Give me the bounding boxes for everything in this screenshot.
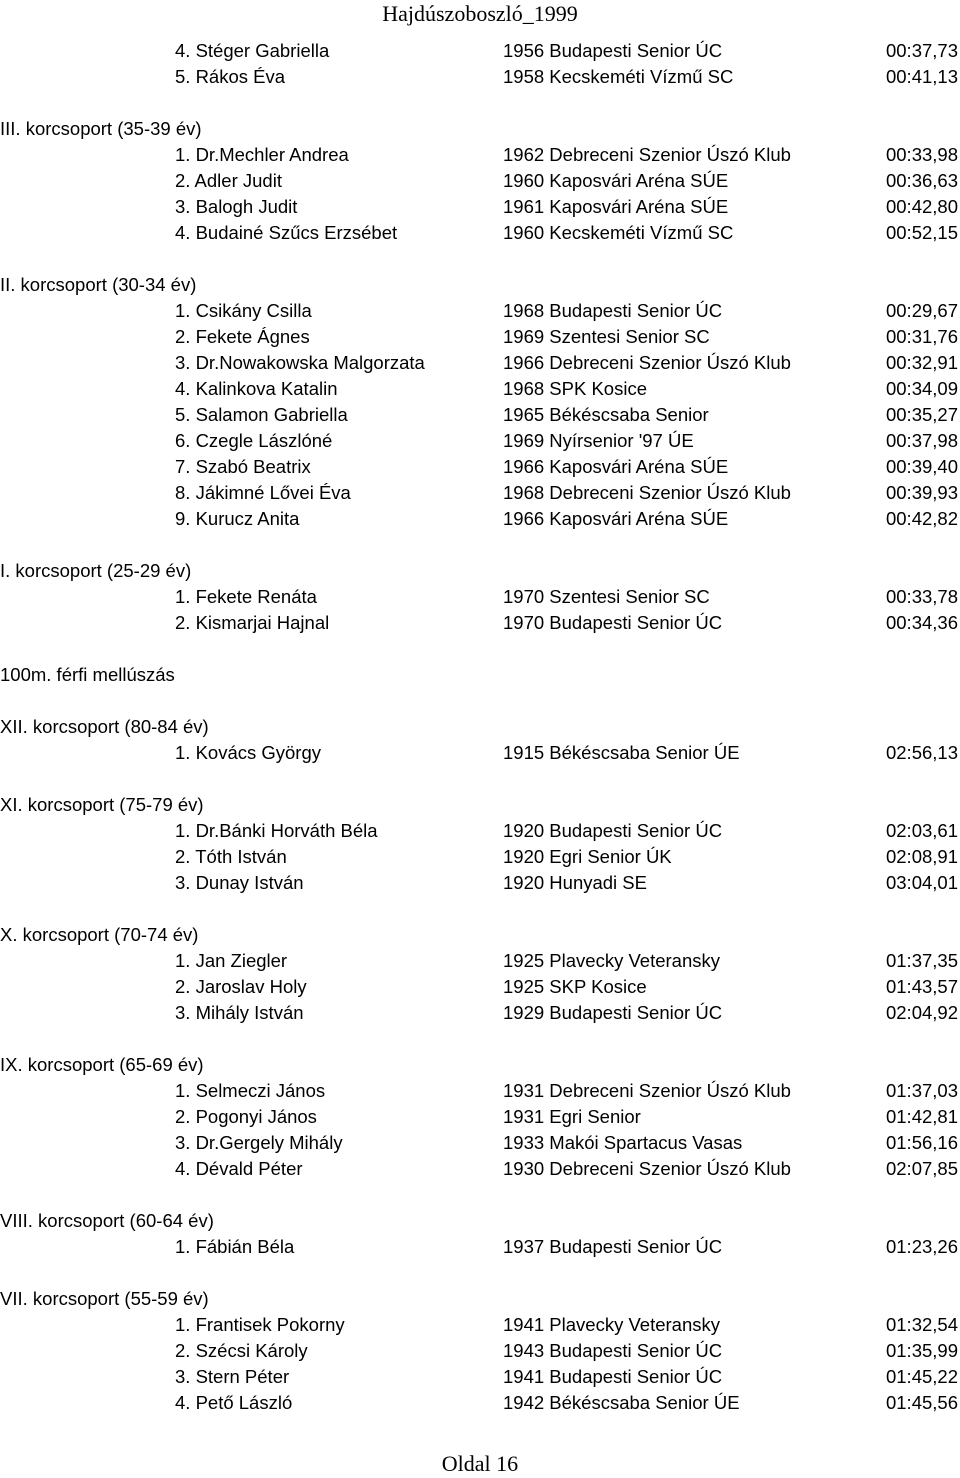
result-time: 00:39,93 [885, 482, 958, 503]
section-spacer [0, 532, 960, 558]
result-time: 00:33,78 [885, 586, 958, 607]
result-row [0, 298, 960, 324]
result-time: 00:31,76 [885, 326, 958, 347]
result-time: 00:35,27 [885, 404, 958, 425]
swimmer-name: 1. Dr.Mechler Andrea [175, 144, 349, 165]
swimmer-name: 2. Pogonyi János [175, 1106, 317, 1127]
swimmer-name: 1. Frantisek Pokorny [175, 1314, 345, 1335]
birth-year-club: 1956 Budapesti Senior ÚC [503, 40, 723, 61]
section-heading-line [0, 116, 960, 142]
birth-year-club: 1968 Budapesti Senior ÚC [503, 300, 723, 321]
section-spacer [0, 90, 960, 116]
section-heading: VIII. korcsoport (60-64 év) [0, 1210, 214, 1231]
result-time: 01:35,99 [885, 1340, 958, 1361]
birth-year-club: 1937 Budapesti Senior ÚC [503, 1236, 723, 1257]
result-time: 00:42,80 [885, 196, 958, 217]
section-heading-line [0, 792, 960, 818]
result-time: 00:52,15 [885, 222, 958, 243]
birth-year-club: 1962 Debreceni Szenior Úszó Klub [503, 144, 791, 165]
result-time: 01:32,54 [885, 1314, 958, 1335]
swimmer-name: 1. Csikány Csilla [175, 300, 312, 321]
result-row [0, 64, 960, 90]
result-row [0, 1078, 960, 1104]
result-time: 00:37,73 [885, 40, 958, 61]
result-row [0, 350, 960, 376]
result-time: 00:37,98 [885, 430, 958, 451]
result-row [0, 428, 960, 454]
swimmer-name: 1. Dr.Bánki Horváth Béla [175, 820, 378, 841]
section-spacer [0, 896, 960, 922]
section-heading: XI. korcsoport (75-79 év) [0, 794, 204, 815]
result-row [0, 818, 960, 844]
birth-year-club: 1915 Békéscsaba Senior ÚE [503, 742, 740, 763]
section-heading-line [0, 922, 960, 948]
result-time: 01:23,26 [885, 1236, 958, 1257]
result-row [0, 740, 960, 766]
result-time: 00:34,36 [885, 612, 958, 633]
result-row [0, 1234, 960, 1260]
section-spacer [0, 246, 960, 272]
birth-year-club: 1931 Egri Senior [503, 1106, 641, 1127]
result-row [0, 376, 960, 402]
result-time: 01:56,16 [885, 1132, 958, 1153]
swimmer-name: 9. Kurucz Anita [175, 508, 300, 529]
result-row [0, 1338, 960, 1364]
birth-year-club: 1941 Budapesti Senior ÚC [503, 1366, 723, 1387]
swimmer-name: 2. Adler Judit [175, 170, 282, 191]
birth-year-club: 1929 Budapesti Senior ÚC [503, 1002, 723, 1023]
result-time: 01:37,03 [885, 1080, 958, 1101]
result-time: 01:45,56 [885, 1392, 958, 1413]
swimmer-name: 3. Dunay István [175, 872, 304, 893]
swimmer-name: 1. Jan Ziegler [175, 950, 288, 971]
section-heading: X. korcsoport (70-74 év) [0, 924, 199, 945]
result-time: 00:36,63 [885, 170, 958, 191]
birth-year-club: 1925 SKP Kosice [503, 976, 647, 997]
swimmer-name: 4. Kalinkova Katalin [175, 378, 338, 399]
result-row [0, 480, 960, 506]
result-row [0, 38, 960, 64]
result-time: 01:42,81 [885, 1106, 958, 1127]
results-list [0, 38, 960, 1416]
section-spacer [0, 1260, 960, 1286]
birth-year-club: 1931 Debreceni Szenior Úszó Klub [503, 1080, 791, 1101]
result-time: 00:39,40 [885, 456, 958, 477]
page-header-title: Hajdúszoboszló_1999 [382, 1, 578, 26]
birth-year-club: 1966 Kaposvári Aréna SÚE [503, 456, 729, 477]
swimmer-name: 7. Szabó Beatrix [175, 456, 311, 477]
result-row [0, 454, 960, 480]
result-row [0, 1130, 960, 1156]
swimmer-name: 2. Tóth István [175, 846, 287, 867]
result-time: 00:29,67 [885, 300, 958, 321]
result-row [0, 870, 960, 896]
section-spacer [0, 688, 960, 714]
result-row [0, 1312, 960, 1338]
birth-year-club: 1968 Debreceni Szenior Úszó Klub [503, 482, 791, 503]
result-row [0, 324, 960, 350]
result-row [0, 1000, 960, 1026]
result-row [0, 1390, 960, 1416]
birth-year-club: 1968 SPK Kosice [503, 378, 647, 399]
swimmer-name: 2. Kismarjai Hajnal [175, 612, 330, 633]
result-row [0, 142, 960, 168]
swimmer-name: 3. Stern Péter [175, 1366, 290, 1387]
section-heading-line [0, 662, 960, 688]
swimmer-name: 4. Budainé Szűcs Erzsébet [175, 222, 398, 243]
birth-year-club: 1965 Békéscsaba Senior [503, 404, 709, 425]
section-heading-line [0, 1286, 960, 1312]
result-time: 01:37,35 [885, 950, 958, 971]
birth-year-club: 1970 Szentesi Senior SC [503, 586, 710, 607]
section-heading-line [0, 1052, 960, 1078]
result-time: 00:34,09 [885, 378, 958, 399]
result-time: 01:43,57 [885, 976, 958, 997]
result-time: 02:07,85 [885, 1158, 958, 1179]
page-footer-number: Oldal 16 [441, 1451, 519, 1476]
birth-year-club: 1920 Hunyadi SE [503, 872, 647, 893]
section-spacer [0, 1026, 960, 1052]
swimmer-name: 3. Mihály István [175, 1002, 304, 1023]
swimmer-name: 4. Dévald Péter [175, 1158, 303, 1179]
result-time: 00:32,91 [885, 352, 958, 373]
birth-year-club: 1961 Kaposvári Aréna SÚE [503, 196, 729, 217]
section-heading: I. korcsoport (25-29 év) [0, 560, 192, 581]
section-heading: II. korcsoport (30-34 év) [0, 274, 197, 295]
birth-year-club: 1960 Kecskeméti Vízmű SC [503, 222, 734, 243]
section-heading-line [0, 272, 960, 298]
section-heading-line [0, 1208, 960, 1234]
result-time: 02:04,92 [885, 1002, 958, 1023]
result-time: 02:56,13 [885, 742, 958, 763]
swimmer-name: 2. Szécsi Károly [175, 1340, 308, 1361]
result-time: 01:45,22 [885, 1366, 958, 1387]
swimmer-name: 8. Jákimné Lővei Éva [175, 482, 351, 503]
birth-year-club: 1920 Egri Senior ÚK [503, 846, 672, 867]
birth-year-club: 1920 Budapesti Senior ÚC [503, 820, 723, 841]
birth-year-club: 1970 Budapesti Senior ÚC [503, 612, 723, 633]
result-row [0, 844, 960, 870]
section-heading: IX. korcsoport (65-69 év) [0, 1054, 204, 1075]
swimmer-name: 1. Fekete Renáta [175, 586, 317, 607]
result-row [0, 948, 960, 974]
section-spacer [0, 766, 960, 792]
birth-year-club: 1942 Békéscsaba Senior ÚE [503, 1392, 740, 1413]
result-row [0, 610, 960, 636]
birth-year-club: 1958 Kecskeméti Vízmű SC [503, 66, 734, 87]
result-time: 02:08,91 [885, 846, 958, 867]
section-spacer [0, 1182, 960, 1208]
swimmer-name: 1. Fábián Béla [175, 1236, 295, 1257]
swimmer-name: 3. Dr.Gergely Mihály [175, 1132, 343, 1153]
result-row [0, 402, 960, 428]
result-time: 00:33,98 [885, 144, 958, 165]
swimmer-name: 5. Rákos Éva [175, 66, 286, 87]
swimmer-name: 3. Balogh Judit [175, 196, 298, 217]
result-time: 00:42,82 [885, 508, 958, 529]
swimmer-name: 2. Fekete Ágnes [175, 326, 310, 347]
section-heading-line [0, 714, 960, 740]
swimmer-name: 5. Salamon Gabriella [175, 404, 348, 425]
birth-year-club: 1930 Debreceni Szenior Úszó Klub [503, 1158, 791, 1179]
result-row [0, 1156, 960, 1182]
result-row [0, 1104, 960, 1130]
swimmer-name: 2. Jaroslav Holy [175, 976, 307, 997]
birth-year-club: 1966 Debreceni Szenior Úszó Klub [503, 352, 791, 373]
result-time: 02:03,61 [885, 820, 958, 841]
swimmer-name: 4. Stéger Gabriella [175, 40, 330, 61]
result-row [0, 584, 960, 610]
result-row [0, 168, 960, 194]
result-row [0, 1364, 960, 1390]
result-row [0, 506, 960, 532]
section-heading: VII. korcsoport (55-59 év) [0, 1288, 209, 1309]
swimmer-name: 4. Pető László [175, 1392, 293, 1413]
birth-year-club: 1960 Kaposvári Aréna SÚE [503, 170, 729, 191]
result-row [0, 974, 960, 1000]
result-time: 03:04,01 [885, 872, 958, 893]
birth-year-club: 1969 Nyírsenior '97 ÚE [503, 430, 694, 451]
birth-year-club: 1943 Budapesti Senior ÚC [503, 1340, 723, 1361]
swimmer-name: 1. Kovács György [175, 742, 322, 763]
birth-year-club: 1925 Plavecky Veteransky [503, 950, 720, 971]
swimmer-name: 3. Dr.Nowakowska Malgorzata [175, 352, 425, 373]
birth-year-club: 1933 Makói Spartacus Vasas [503, 1132, 743, 1153]
result-row [0, 194, 960, 220]
section-heading: XII. korcsoport (80-84 év) [0, 716, 209, 737]
section-heading-line [0, 558, 960, 584]
section-spacer [0, 636, 960, 662]
section-heading: III. korcsoport (35-39 év) [0, 118, 202, 139]
swimmer-name: 6. Czegle Lászlóné [175, 430, 333, 451]
birth-year-club: 1941 Plavecky Veteransky [503, 1314, 720, 1335]
birth-year-club: 1966 Kaposvári Aréna SÚE [503, 508, 729, 529]
birth-year-club: 1969 Szentesi Senior SC [503, 326, 710, 347]
result-time: 00:41,13 [885, 66, 958, 87]
result-row [0, 220, 960, 246]
section-heading: 100m. férfi mellúszás [0, 664, 175, 685]
swimmer-name: 1. Selmeczi János [175, 1080, 326, 1101]
